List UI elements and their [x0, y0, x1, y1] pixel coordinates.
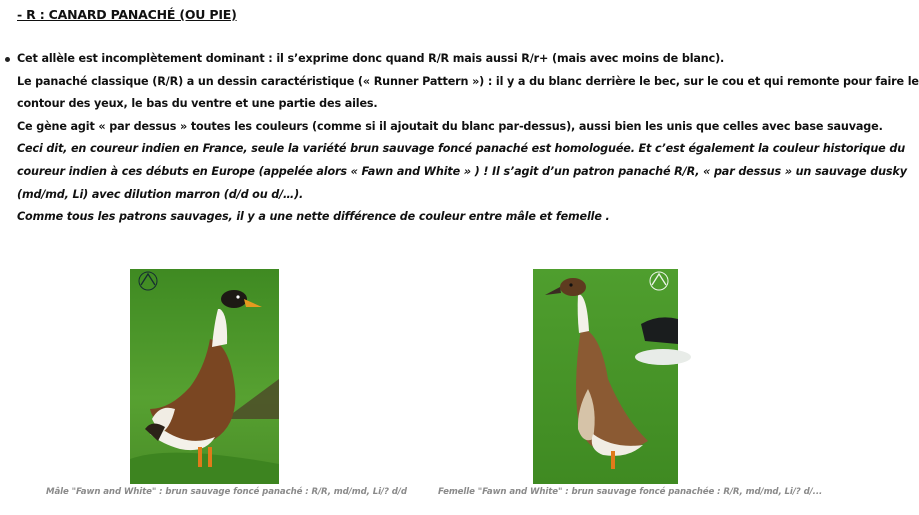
- description-paragraph: [17, 48, 919, 229]
- female-duck-photo: [533, 269, 678, 484]
- text-line: coureur indien à ces débuts en Europe (appelée alors « Fawn and White » ) ! Il s’agit d’un patron panaché R/R, « par dessus » un sauvage dusky: [17, 164, 907, 178]
- text-line: contour des yeux, le bas du ventre et une partie des ailes.: [17, 97, 378, 111]
- text-line: Cet allèle est incomplètement dominant : il s’exprime donc quand R/R mais aussi R/r+ (mais avec moins de blanc).: [17, 52, 725, 65]
- bullet-icon: [5, 57, 10, 62]
- text-line: (md/md, Li) avec dilution marron (d/d ou d/…).: [17, 187, 304, 201]
- section-title: - R : CANARD PANACHÉ (OU PIE): [17, 7, 237, 22]
- text-line: Comme tous les patrons sauvages, il y a une nette différence de couleur entre mâle et femelle .: [17, 210, 610, 224]
- male-photo-caption: Mâle "Fawn and White" : brun sauvage foncé panaché : R/R, md/md, Li/? d/d: [46, 487, 407, 497]
- text-line: Ce gène agit « par dessus » toutes les couleurs (comme si il ajoutait du blanc par-dessus), aussi bien les unis que celles avec base sauvage.: [17, 119, 883, 133]
- male-duck-photo: [130, 269, 279, 484]
- text-line: Ceci dit, en coureur indien en France, seule la variété brun sauvage foncé panaché est homologuée. Et c’est également la couleur historique du: [17, 142, 906, 156]
- female-photo-caption: Femelle "Fawn and White" : brun sauvage foncé panachée : R/R, md/md, Li/? d/...: [438, 487, 823, 497]
- text-line: Le panaché classique (R/R) a un dessin caractéristique (« Runner Pattern ») : il y a du blanc derrière le bec, sur le cou et qui remonte pour faire le: [17, 74, 919, 88]
